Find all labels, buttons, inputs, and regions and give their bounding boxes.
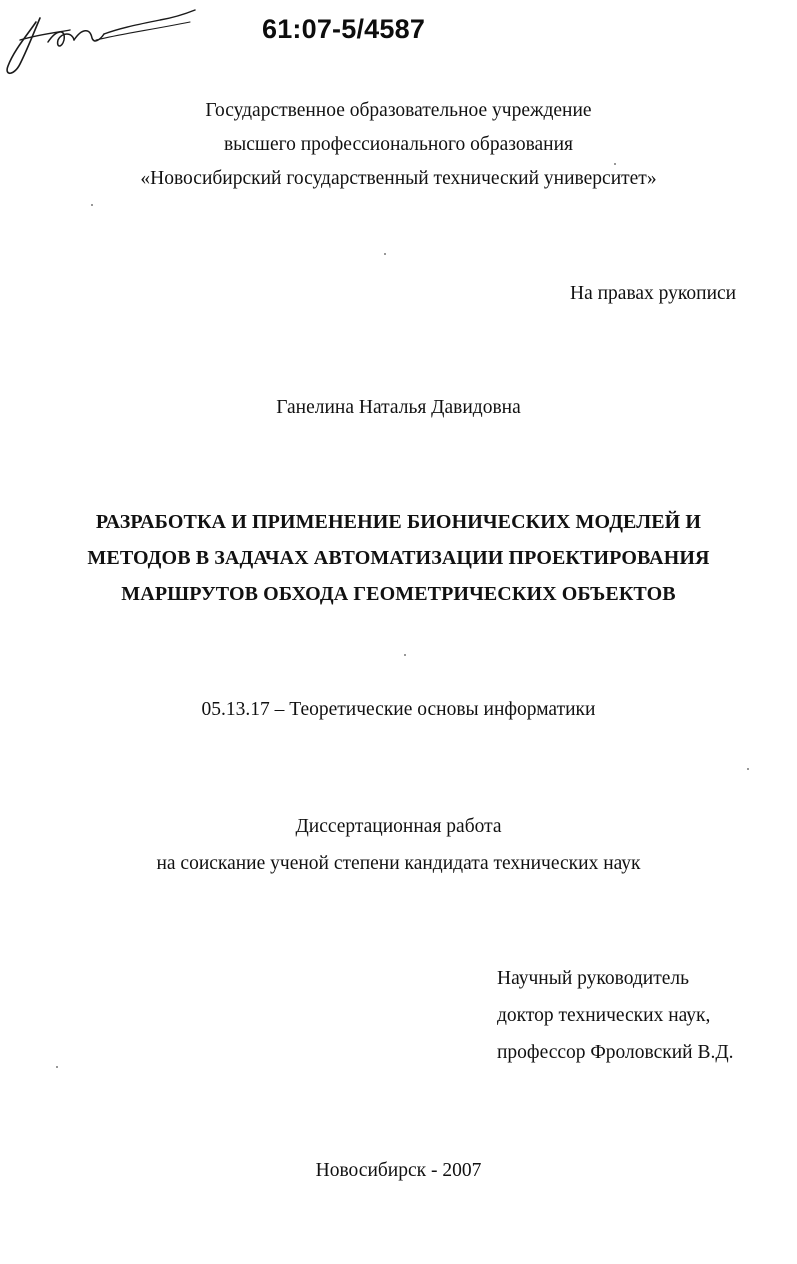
scan-speck — [747, 768, 749, 770]
scan-speck — [404, 654, 406, 656]
scan-speck — [91, 204, 93, 206]
advisor-line-1: Научный руководитель — [497, 968, 690, 989]
advisor-line-3: профессор Фроловский В.Д. — [497, 1042, 734, 1063]
title-line-2: МЕТОДОВ В ЗАДАЧАХ АВТОМАТИЗАЦИИ ПРОЕКТИРОВАНИЯ — [87, 547, 710, 569]
advisor-line-2: доктор технических наук, — [497, 1005, 711, 1026]
dissertation-line-2: на соискание ученой степени кандидата технических наук — [156, 853, 641, 874]
handwritten-signature — [0, 0, 200, 80]
scan-speck — [56, 1066, 58, 1068]
rights-note: На правах рукописи — [570, 283, 737, 304]
dissertation-line-1: Диссертационная работа — [295, 816, 502, 837]
institution-line-1: Государственное образовательное учреждение — [205, 100, 592, 121]
author-name: Ганелина Наталья Давидовна — [276, 397, 521, 418]
title-line-1: РАЗРАБОТКА И ПРИМЕНЕНИЕ БИОНИЧЕСКИХ МОДЕЛЕЙ И — [95, 511, 702, 533]
city-year: Новосибирск - 2007 — [315, 1160, 482, 1181]
scan-speck — [614, 163, 616, 165]
specialty: 05.13.17 – Теоретические основы информатики — [201, 699, 596, 720]
document-code: 61:07-5/4587 — [262, 14, 426, 44]
institution-line-2: высшего профессионального образования — [223, 134, 574, 155]
scan-speck — [384, 253, 386, 255]
institution-line-3: «Новосибирский государственный технический университет» — [140, 168, 657, 189]
title-line-3: МАРШРУТОВ ОБХОДА ГЕОМЕТРИЧЕСКИХ ОБЪЕКТОВ — [121, 583, 676, 605]
